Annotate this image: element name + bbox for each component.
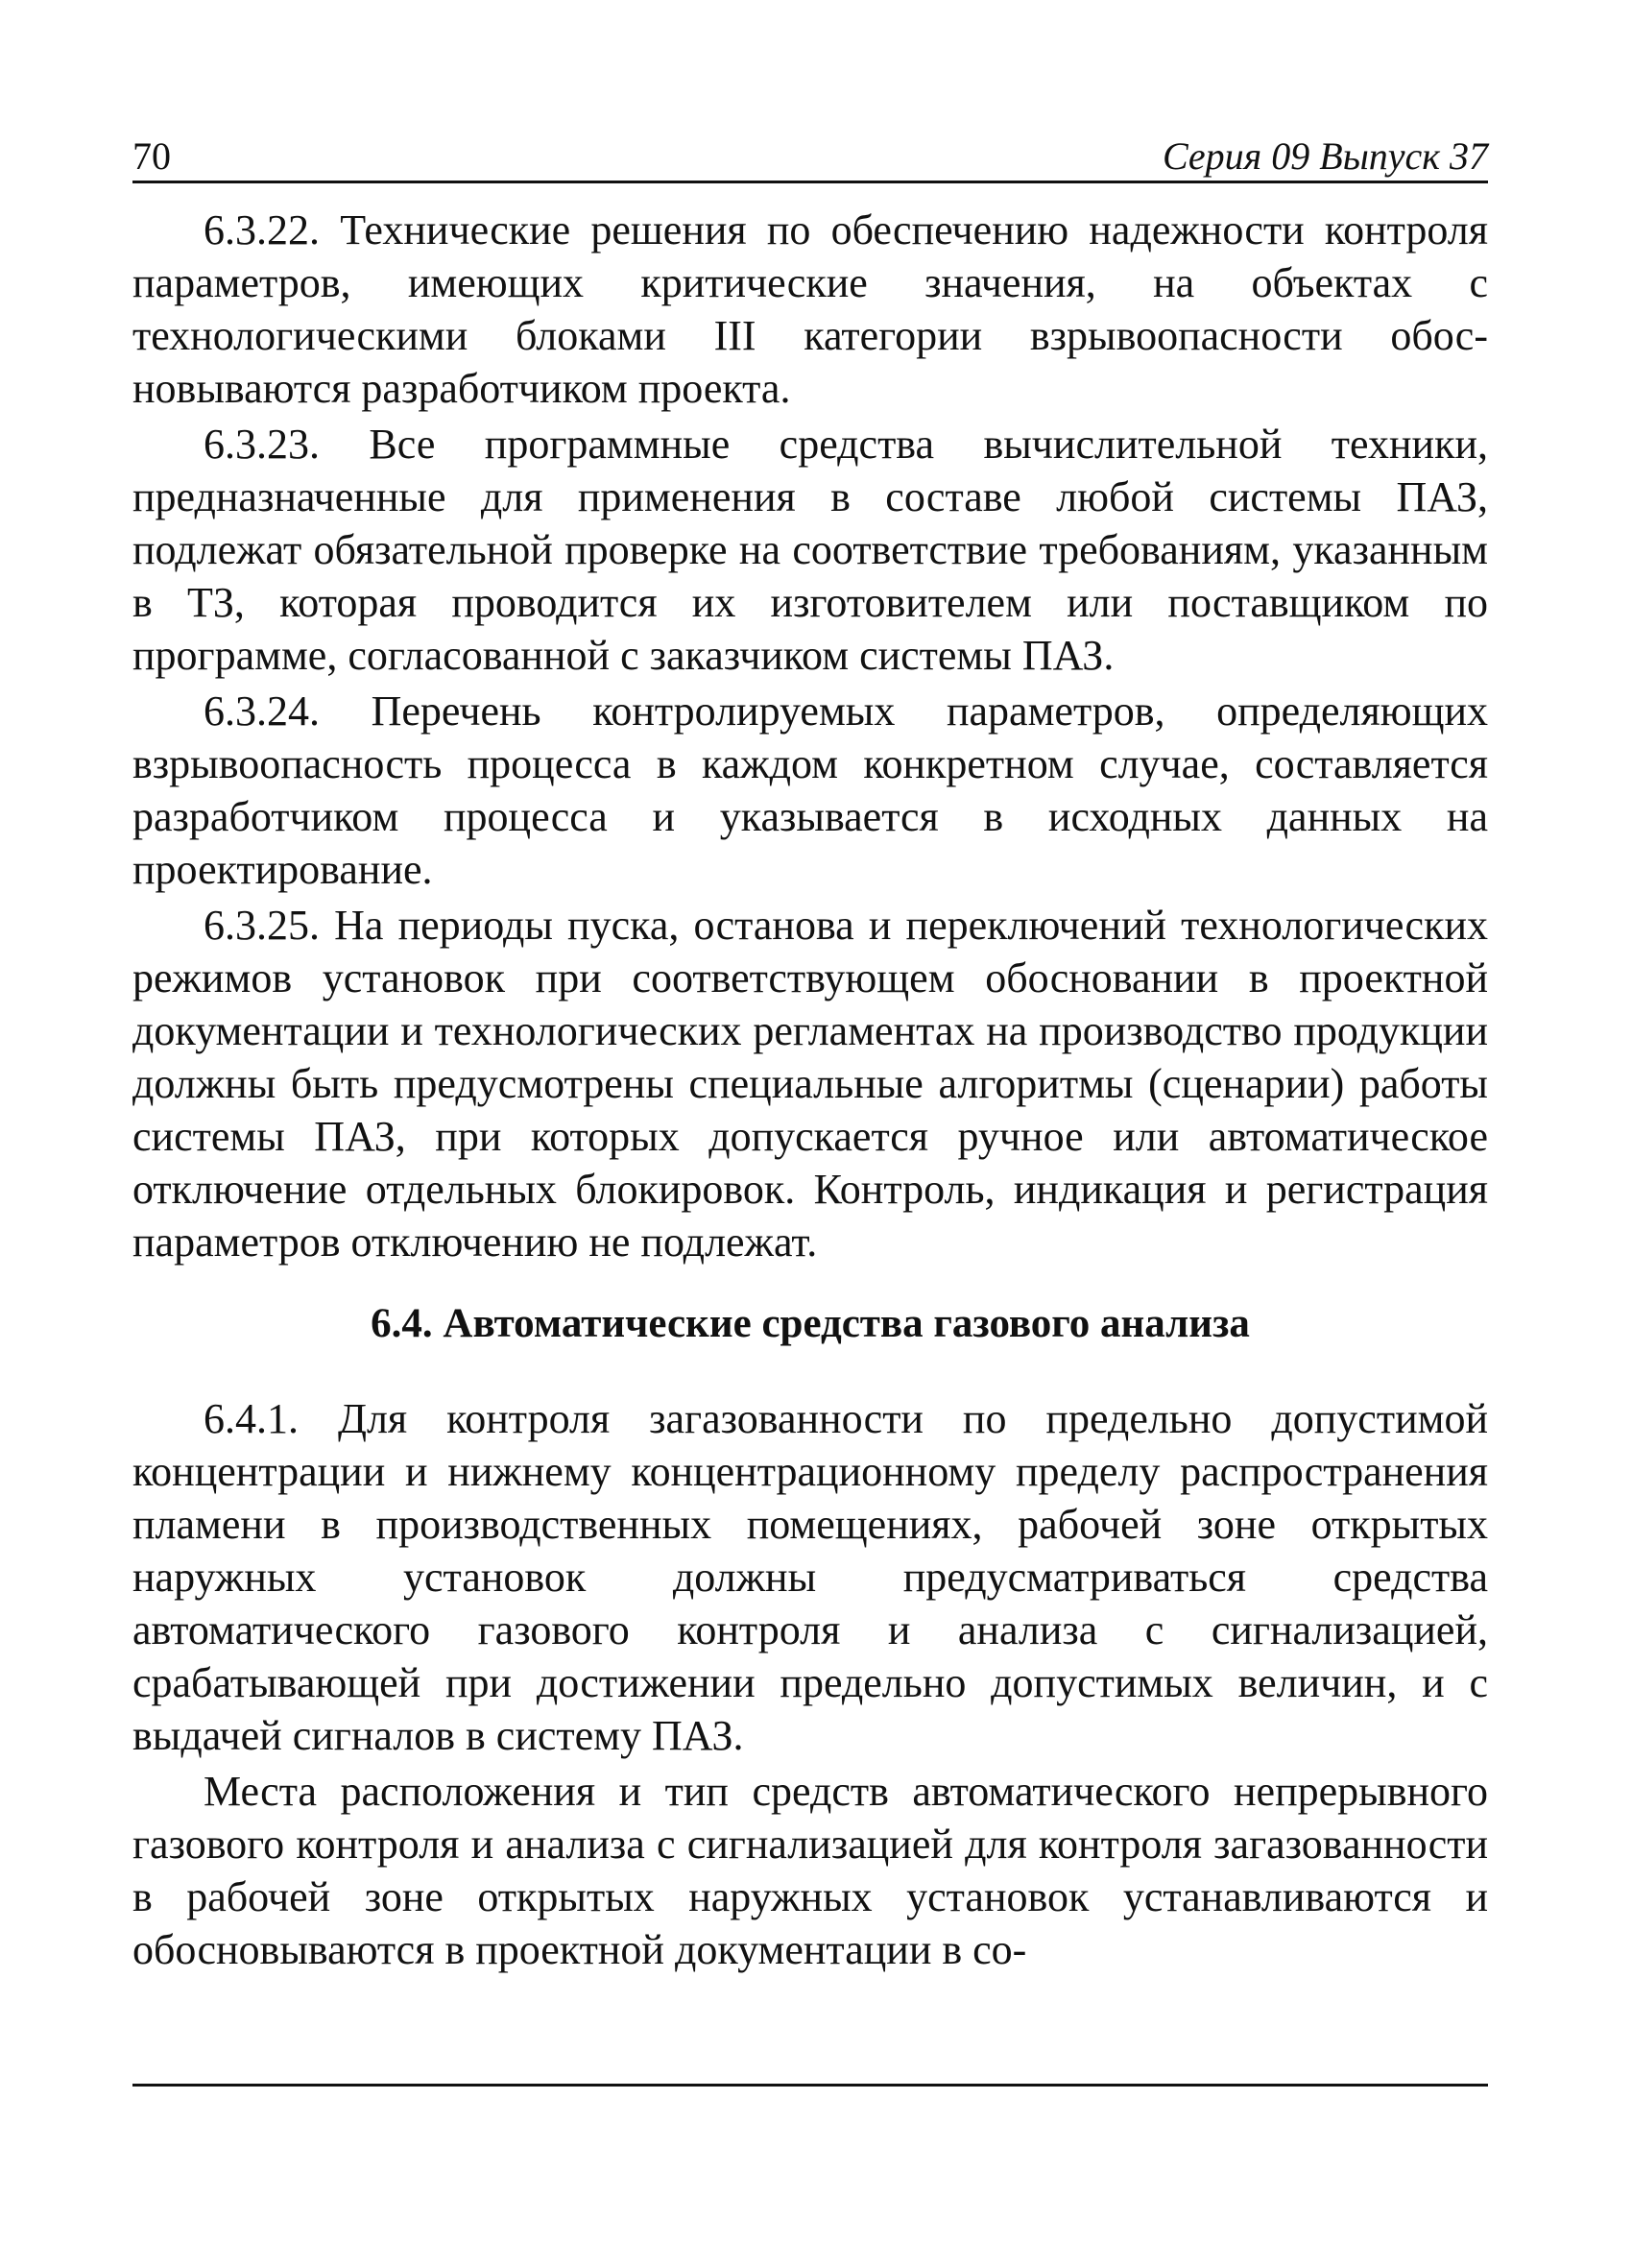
body-text: [132, 204, 1488, 1979]
paragraph-6-3-24: 6.3.24. Перечень контролируемых параметров, определяющих взрывоопасность процесса в каждом конкретном случае, составляется разработчиком процесса и указывается в исходных данных на проектирование.: [132, 688, 1488, 893]
section-heading: 6.4. Автоматические средства газового анализа: [371, 1301, 1250, 1346]
header-rule: [132, 181, 1488, 183]
paragraph-6-3-25: 6.3.25. На периоды пуска, останова и переключений технологических режимов установок при соответствующем обосновании в проектной документации и технологических регламентах на производство продукции должны быть предусмотрены специальные алгоритмы (сценарии) работы системы ПАЗ, при которых допускается ручное или автоматическое отключение отдельных блокировок. Контроль, индикация и регистрация параметров отключению не подлежат.: [132, 902, 1488, 1266]
running-head: Серия 09 Выпуск 37: [1162, 134, 1488, 178]
paragraph-locations: Места расположения и тип средств автоматического непрерывного газового контроля и анализа с сигнализацией для контроля загазованности в рабочей зоне открытых наружных установок устанавливаются и обосновываются в проектной документации в со-: [132, 1768, 1488, 1973]
paragraph-6-3-23: 6.3.23. Все программные средства вычислительной техники, предназначенные для применения в составе любой системы ПАЗ, подлежат обязательной проверке на соответствие требованиям, указанным в ТЗ, которая проводится их изготовителем или поставщиком по программе, согласованной с заказчиком системы ПАЗ.: [132, 421, 1488, 679]
paragraph-6-4-1: 6.4.1. Для контроля загазованности по предельно допустимой концентрации и нижнему концентрационному пределу распространения пламени в производственных помещениях, рабочей зоне открытых наружных установок должны предусматриваться средства автоматического газового контроля и анализа с сигнализацией, срабатывающей при достижении предельно допустимых величин, и с выдачей сигналов в систему ПАЗ.: [132, 1395, 1488, 1759]
footer-rule: [132, 2084, 1488, 2087]
page-number: 70: [132, 134, 171, 178]
page-header: [132, 133, 1488, 182]
paragraph-6-3-22: 6.3.22. Технические решения по обеспечению надежности контроля параметров, имеющих критические значения, на объектах с технологическими блоками III категории взрывоопасности обосновываются разработчиком проекта.: [132, 206, 1488, 412]
